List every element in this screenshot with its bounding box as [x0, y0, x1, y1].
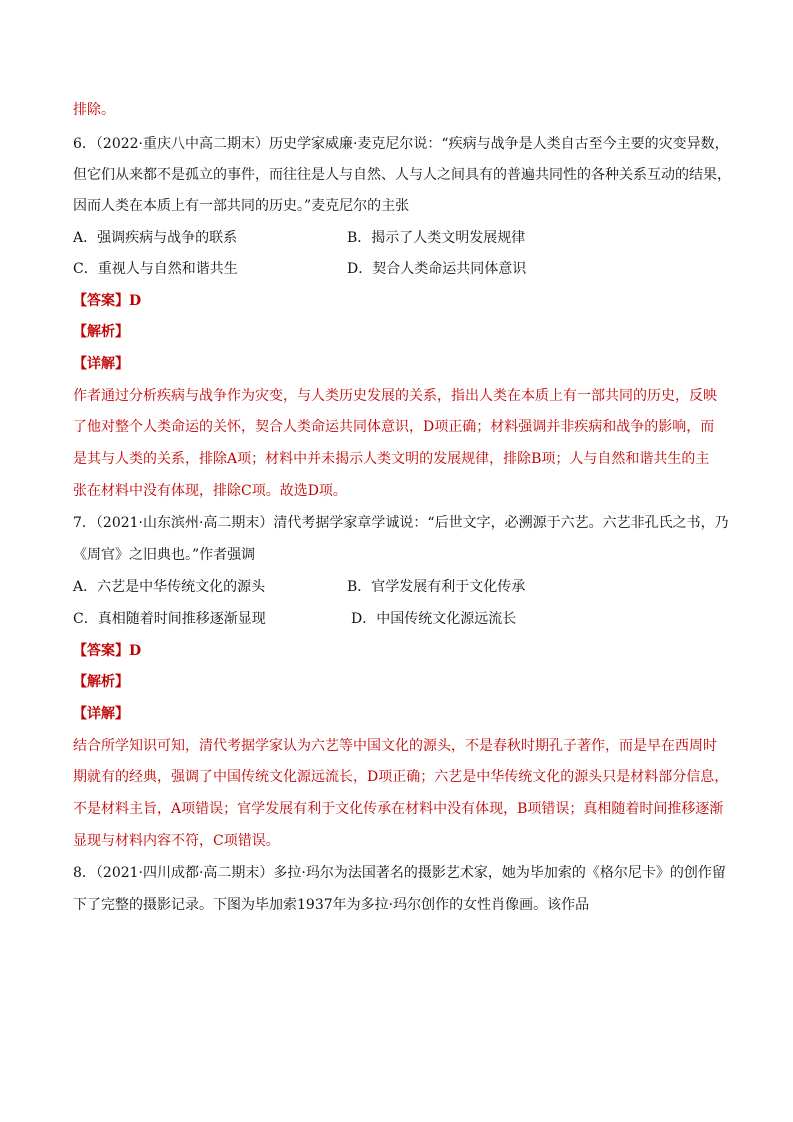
q7-analysis-label: 【解析】: [73, 674, 129, 690]
q7-stem-line-1: 7．（2021·山东滨州·高二期末）清代考据学家章学诚说：“后世文字，必溯源于六艺。六艺非孔氏之书，乃: [73, 515, 729, 531]
q6-detail-line-3: 是其与人类的关系，排除A项；材料中并未揭示人类文明的发展规律，排除B项；人与自然和谐共生的主: [73, 451, 710, 467]
q6-detail-label: 【详解】: [73, 356, 129, 372]
q7-answer-value: D: [129, 643, 142, 659]
q7-option-a: A．六艺是中华传统文化的源头: [73, 579, 266, 595]
q7-detail-line-2: 期就有的经典，强调了中国传统文化源远流长，D项正确；六艺是中华传统文化的源头只是材料部分信息，: [73, 769, 729, 785]
q7-answer-label: 【答案】: [73, 643, 129, 659]
q7-option-b: B．官学发展有利于文化传承: [347, 579, 526, 595]
q6-option-b: B．揭示了人类文明发展规律: [347, 230, 526, 246]
q6-detail-line-4: 张在材料中没有体现，排除C项。故选D项。: [73, 483, 347, 499]
q6-option-c: C．重视人与自然和谐共生: [73, 261, 238, 277]
q7-detail-line-4: 显现与材料内容不符，C项错误。: [73, 833, 280, 849]
q7-option-c: C．真相随着时间推移逐渐显现: [73, 611, 266, 627]
q6-stem-line-1: 6．（2022·重庆八中高二期末）历史学家威廉·麦克尼尔说：“疾病与战争是人类自古至今主要的灾变异数，: [73, 136, 729, 152]
q6-answer: [73, 291, 141, 311]
q6-answer-label: 【答案】: [73, 293, 129, 309]
q6-option-d: D．契合人类命运共同体意识: [347, 261, 527, 277]
q7-stem-line-2: 《周官》之旧典也。”作者强调: [73, 547, 256, 563]
q6-answer-value: D: [129, 293, 142, 309]
q6-stem-line-2: 但它们从来都不是孤立的事件，而往往是人与自然、人与人之间具有的普遍共同性的各种关系互动的结果，: [73, 167, 731, 183]
q6-detail-line-2: 了他对整个人类命运的关怀，契合人类命运共同体意识，D项正确；材料强调并非疾病和战争的影响，而: [73, 419, 715, 435]
q6-analysis-label: 【解析】: [73, 324, 129, 340]
q8-stem-line-1: 8．（2021·四川成都·高二期末）多拉·玛尔为法国著名的摄影艺术家，她为毕加索的《格尔尼卡》的创作留: [73, 865, 726, 881]
q7-answer: [73, 641, 141, 661]
q7-option-d: D．中国传统文化源远流长: [351, 611, 517, 627]
q7-detail-line-3: 不是材料主旨，A项错误；官学发展有利于文化传承在材料中没有体现，B项错误；真相随着时间推移逐渐: [73, 801, 724, 817]
q8-stem-line-2: 下了完整的摄影记录。下图为毕加索1937年为多拉·玛尔创作的女性肖像画。该作品: [73, 897, 590, 913]
q7-detail-line-1: 结合所学知识可知，清代考据学家认为六艺等中国文化的源头，不是春秋时期孔子著作，而是早在西周时: [73, 738, 717, 754]
q6-stem-line-3: 因而人类在本质上有一部共同的历史。”麦克尼尔的主张: [73, 198, 410, 214]
previous-answer-tail: 排除。: [73, 102, 115, 118]
q6-option-a: A．强调疾病与战争的联系: [73, 230, 238, 246]
q6-detail-line-1: 作者通过分析疾病与战争作为灾变，与人类历史发展的关系，指出人类在本质上有一部共同的历史，反映: [73, 388, 717, 404]
q7-detail-label: 【详解】: [73, 706, 129, 722]
